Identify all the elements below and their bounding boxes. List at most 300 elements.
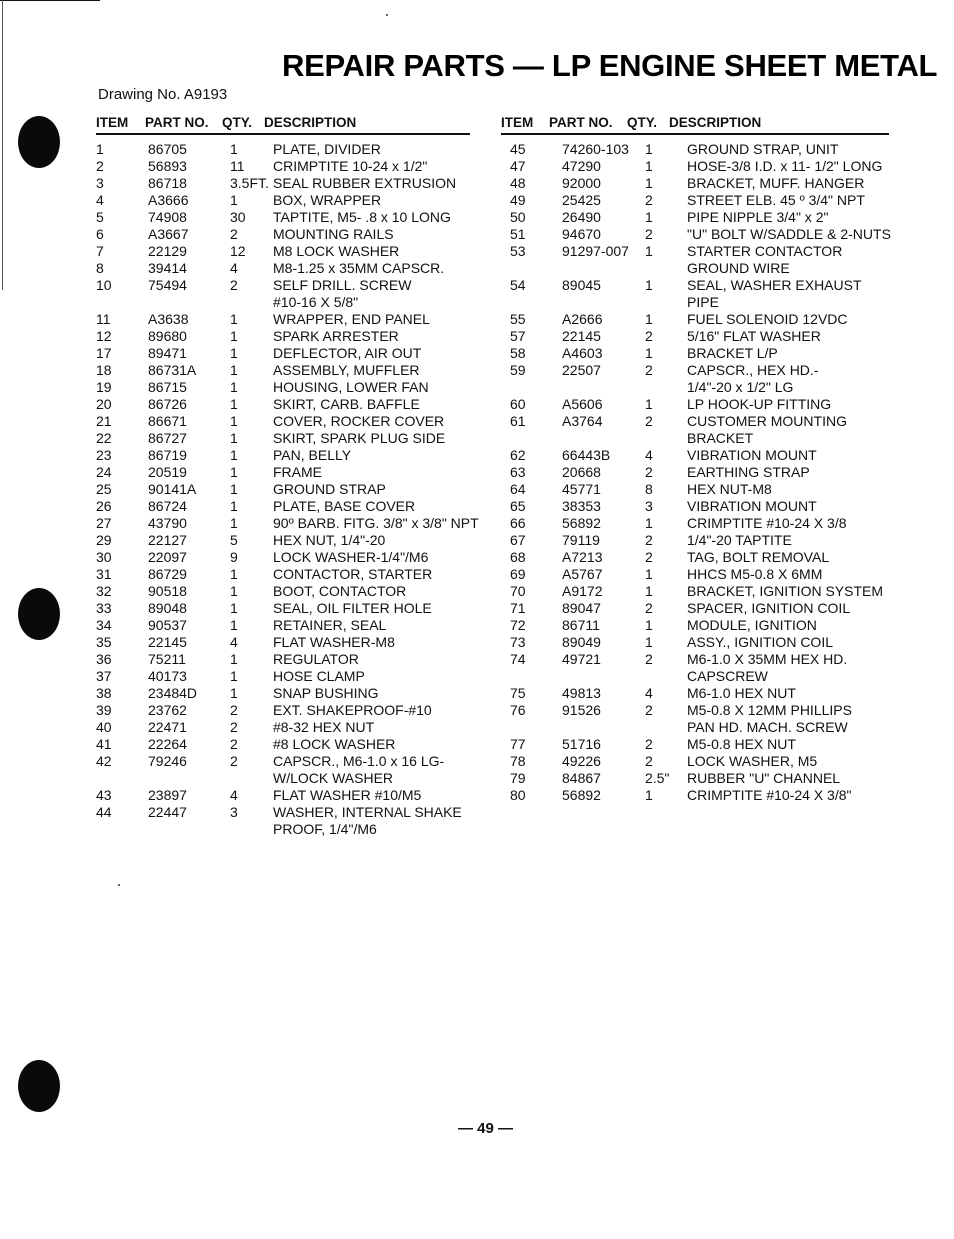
quantity: 1	[230, 362, 238, 378]
item-number: 1	[96, 141, 104, 157]
part-number: A3638	[148, 311, 189, 327]
table-row	[96, 787, 476, 804]
drawing-number: Drawing No. A9193	[98, 86, 228, 103]
description: STARTER CONTACTOR	[687, 243, 843, 259]
part-number: 22447	[148, 804, 187, 820]
description: FUEL SOLENOID 12VDC	[687, 311, 848, 327]
description: SEAL, WASHER EXHAUST	[687, 277, 862, 293]
part-number: 25425	[562, 192, 601, 208]
table-row	[96, 651, 476, 668]
table-row	[96, 277, 476, 294]
quantity: 1	[230, 192, 238, 208]
table-row	[96, 566, 476, 583]
table-row	[96, 328, 476, 345]
quantity: 1	[645, 243, 653, 259]
part-number: 90518	[148, 583, 187, 599]
description: CRIMPTITE #10-24 X 3/8	[687, 515, 847, 531]
table-row	[501, 685, 901, 702]
quantity: 2	[645, 651, 653, 667]
item-number: 35	[96, 634, 112, 650]
binder-hole-top	[18, 116, 60, 168]
item-number: 58	[510, 345, 526, 361]
item-number: 39	[96, 702, 112, 718]
table-row	[96, 702, 476, 719]
table-row	[96, 260, 476, 277]
part-number: 74908	[148, 209, 187, 225]
description: GROUND STRAP	[273, 481, 386, 497]
item-number: 79	[510, 770, 526, 786]
table-row	[96, 430, 476, 447]
table-row	[501, 226, 901, 243]
description: HEX NUT, 1/4"-20	[273, 532, 386, 548]
quantity: 1	[230, 396, 238, 412]
description: RUBBER "U" CHANNEL	[687, 770, 841, 786]
description: 5/16" FLAT WASHER	[687, 328, 821, 344]
item-number: 62	[510, 447, 526, 463]
item-number: 66	[510, 515, 526, 531]
item-number: 45	[510, 141, 526, 157]
part-number: 22471	[148, 719, 187, 735]
table-row	[501, 617, 901, 634]
header-part-no: PART NO.	[145, 115, 209, 130]
table-row	[96, 345, 476, 362]
item-number: 2	[96, 158, 104, 174]
part-number: 84867	[562, 770, 601, 786]
table-row	[501, 787, 901, 804]
quantity: 4	[230, 260, 238, 276]
header-part-no: PART NO.	[549, 115, 613, 130]
item-number: 5	[96, 209, 104, 225]
item-number: 64	[510, 481, 526, 497]
item-number: 69	[510, 566, 526, 582]
table-row	[501, 260, 901, 277]
table-row	[501, 175, 901, 192]
part-number: 91297-007	[562, 243, 629, 259]
description: SKIRT, SPARK PLUG SIDE	[273, 430, 446, 446]
table-row	[96, 311, 476, 328]
part-number: 86715	[148, 379, 187, 395]
description: PAN HD. MACH. SCREW	[687, 719, 848, 735]
part-number: 49721	[562, 651, 601, 667]
description: M5-0.8 HEX NUT	[687, 736, 796, 752]
part-number: 89049	[562, 634, 601, 650]
item-number: 74	[510, 651, 526, 667]
table-row	[501, 192, 901, 209]
table-row	[96, 362, 476, 379]
table-row	[501, 243, 901, 260]
quantity: 1	[230, 600, 238, 616]
item-number: 4	[96, 192, 104, 208]
table-row	[501, 277, 901, 294]
part-number: 56892	[562, 515, 601, 531]
item-number: 18	[96, 362, 112, 378]
part-number: 86718	[148, 175, 187, 191]
description: PLATE, BASE COVER	[273, 498, 416, 514]
item-number: 20	[96, 396, 112, 412]
item-number: 10	[96, 277, 112, 293]
description: PIPE	[687, 294, 719, 310]
item-number: 3	[96, 175, 104, 191]
item-number: 42	[96, 753, 112, 769]
quantity: 2	[645, 549, 653, 565]
description: PLATE, DIVIDER	[273, 141, 381, 157]
part-number: 89045	[562, 277, 601, 293]
description: ASSEMBLY, MUFFLER	[273, 362, 420, 378]
description: WRAPPER, END PANEL	[273, 311, 430, 327]
item-number: 7	[96, 243, 104, 259]
description: TAPTITE, M5- .8 x 10 LONG	[273, 209, 451, 225]
quantity: 2	[645, 464, 653, 480]
quantity: 1	[645, 345, 653, 361]
table-row	[96, 804, 476, 821]
description: BRACKET, MUFF. HANGER	[687, 175, 865, 191]
table-row	[501, 158, 901, 175]
part-number: A5767	[562, 566, 603, 582]
table-row	[96, 685, 476, 702]
description: BRACKET	[687, 430, 754, 446]
part-number: 45771	[562, 481, 601, 497]
part-number: 89471	[148, 345, 187, 361]
part-number: 75211	[148, 651, 186, 667]
part-number: 49813	[562, 685, 601, 701]
part-number: 56893	[148, 158, 187, 174]
table-row	[501, 515, 901, 532]
table-row	[96, 549, 476, 566]
part-number: A2666	[562, 311, 603, 327]
table-row	[501, 651, 901, 668]
item-number: 80	[510, 787, 526, 803]
description: TAG, BOLT REMOVAL	[687, 549, 830, 565]
part-number: 86719	[148, 447, 187, 463]
quantity: 2	[645, 328, 653, 344]
description: M8 LOCK WASHER	[273, 243, 400, 259]
quantity: 1	[230, 668, 238, 684]
item-number: 65	[510, 498, 526, 514]
scan-edge-line	[2, 0, 3, 290]
binder-hole-middle	[18, 588, 60, 640]
part-number: 89048	[148, 600, 187, 616]
part-number: 89047	[562, 600, 601, 616]
quantity: 1	[230, 651, 238, 667]
description: M8-1.25 x 35MM CAPSCR.	[273, 260, 445, 276]
quantity: 1	[230, 583, 238, 599]
table-row	[96, 481, 476, 498]
description: SEAL RUBBER EXTRUSION	[273, 175, 457, 191]
quantity: 1	[645, 566, 653, 582]
page-number: — 49 —	[458, 1120, 514, 1137]
table-row	[96, 583, 476, 600]
quantity: 3	[230, 804, 238, 820]
part-number: 86705	[148, 141, 187, 157]
item-number: 67	[510, 532, 526, 548]
table-row	[96, 464, 476, 481]
item-number: 61	[510, 413, 526, 429]
description: BOOT, CONTACTOR	[273, 583, 407, 599]
quantity: 1	[230, 430, 238, 446]
item-number: 34	[96, 617, 112, 633]
quantity: 2	[230, 753, 238, 769]
quantity: 1	[645, 209, 653, 225]
table-row	[96, 498, 476, 515]
header-description: DESCRIPTION	[669, 115, 762, 130]
quantity: 2	[645, 362, 653, 378]
item-number: 73	[510, 634, 526, 650]
part-number: 22264	[148, 736, 187, 752]
quantity: 2	[645, 600, 653, 616]
part-number: A3764	[562, 413, 603, 429]
part-number: 22145	[148, 634, 187, 650]
description: HOSE CLAMP	[273, 668, 365, 684]
description: COVER, ROCKER COVER	[273, 413, 445, 429]
description: REGULATOR	[273, 651, 359, 667]
quantity: 2	[645, 753, 653, 769]
part-number: 22145	[562, 328, 601, 344]
table-row	[501, 141, 901, 158]
item-number: 11	[96, 311, 111, 327]
description: #8-32 HEX NUT	[273, 719, 375, 735]
scan-speck	[118, 884, 120, 886]
part-number: 40173	[148, 668, 187, 684]
item-number: 30	[96, 549, 112, 565]
header-qty: QTY.	[627, 115, 658, 130]
item-number: 27	[96, 515, 112, 531]
description: SKIRT, CARB. BAFFLE	[273, 396, 420, 412]
quantity: 5	[230, 532, 238, 548]
quantity: 1	[230, 328, 238, 344]
item-number: 37	[96, 668, 112, 684]
table-row	[501, 566, 901, 583]
part-number: 23484D	[148, 685, 198, 701]
part-number: 22129	[148, 243, 187, 259]
top-border-rule	[0, 0, 100, 1]
quantity: 2	[645, 413, 653, 429]
quantity: 1	[645, 175, 653, 191]
table-row	[96, 821, 476, 838]
table-row	[501, 396, 901, 413]
table-row	[501, 328, 901, 345]
part-number: 86724	[148, 498, 187, 514]
description: FRAME	[273, 464, 322, 480]
item-number: 21	[96, 413, 112, 429]
table-row	[501, 702, 901, 719]
quantity: 2	[645, 192, 653, 208]
description: ASSY., IGNITION COIL	[687, 634, 834, 650]
item-number: 40	[96, 719, 112, 735]
item-number: 78	[510, 753, 526, 769]
table-row	[501, 430, 901, 447]
item-number: 17	[96, 345, 112, 361]
description: SEAL, OIL FILTER HOLE	[273, 600, 432, 616]
table-row	[96, 634, 476, 651]
table-row	[501, 481, 901, 498]
description: 1/4"-20 x 1/2" LG	[687, 379, 794, 395]
quantity: 4	[230, 634, 238, 650]
part-number: 43790	[148, 515, 187, 531]
quantity: 30	[230, 209, 246, 225]
quantity: 1	[645, 158, 653, 174]
quantity: 1	[230, 311, 238, 327]
table-row	[96, 753, 476, 770]
item-number: 44	[96, 804, 112, 820]
part-number: 23897	[148, 787, 187, 803]
description: M5-0.8 X 12MM PHILLIPS	[687, 702, 852, 718]
quantity: 1	[230, 379, 238, 395]
item-number: 19	[96, 379, 112, 395]
table-row	[96, 175, 476, 192]
part-number: A3667	[148, 226, 189, 242]
item-number: 75	[510, 685, 526, 701]
part-number: A3666	[148, 192, 189, 208]
description: HHCS M5-0.8 X 6MM	[687, 566, 823, 582]
quantity: 1	[230, 447, 238, 463]
part-number: 86726	[148, 396, 187, 412]
quantity: 1	[230, 566, 238, 582]
quantity: 3	[645, 498, 653, 514]
description: VIBRATION MOUNT	[687, 498, 817, 514]
item-number: 22	[96, 430, 112, 446]
table-row	[96, 379, 476, 396]
item-number: 12	[96, 328, 112, 344]
description: CONTACTOR, STARTER	[273, 566, 433, 582]
description: LOCK WASHER, M5	[687, 753, 818, 769]
description: W/LOCK WASHER	[273, 770, 394, 786]
quantity: 8	[645, 481, 653, 497]
table-row	[96, 668, 476, 685]
part-number: 66443B	[562, 447, 611, 463]
description: MOUNTING RAILS	[273, 226, 394, 242]
item-number: 50	[510, 209, 526, 225]
item-number: 53	[510, 243, 526, 259]
description: CAPSCREW	[687, 668, 768, 684]
table-row	[96, 532, 476, 549]
table-row	[96, 396, 476, 413]
item-number: 25	[96, 481, 112, 497]
part-number: 39414	[148, 260, 187, 276]
quantity: 1	[230, 464, 238, 480]
description: FLAT WASHER #10/M5	[273, 787, 422, 803]
item-number: 6	[96, 226, 104, 242]
table-row	[501, 668, 901, 685]
description: WASHER, INTERNAL SHAKE	[273, 804, 462, 820]
item-number: 48	[510, 175, 526, 191]
part-number: A4603	[562, 345, 603, 361]
quantity: 3.5FT.	[230, 175, 269, 191]
description: CUSTOMER MOUNTING	[687, 413, 847, 429]
quantity: 1	[645, 787, 653, 803]
item-number: 72	[510, 617, 526, 633]
quantity: 1	[645, 515, 653, 531]
quantity: 2	[645, 702, 653, 718]
description: BRACKET L/P	[687, 345, 778, 361]
quantity: 1	[645, 311, 653, 327]
table-row	[96, 515, 479, 532]
table-row	[501, 719, 901, 736]
description: GROUND STRAP, UNIT	[687, 141, 839, 157]
description: SPARK ARRESTER	[273, 328, 399, 344]
description: PAN, BELLY	[273, 447, 352, 463]
quantity: 9	[230, 549, 238, 565]
description: MODULE, IGNITION	[687, 617, 817, 633]
part-number: 51716	[562, 736, 601, 752]
quantity: 2	[645, 736, 653, 752]
header-item: ITEM	[96, 115, 129, 130]
table-row	[96, 192, 476, 209]
quantity: 1	[645, 141, 653, 157]
description: BRACKET, IGNITION SYSTEM	[687, 583, 884, 599]
header-qty: QTY.	[222, 115, 253, 130]
description: M6-1.0 X 35MM HEX HD.	[687, 651, 848, 667]
item-number: 68	[510, 549, 526, 565]
table-row	[96, 141, 476, 158]
table-row	[501, 498, 901, 515]
quantity: 2	[230, 702, 238, 718]
quantity: 2.5"	[645, 770, 670, 786]
item-number: 32	[96, 583, 112, 599]
part-number: A5606	[562, 396, 603, 412]
table-row	[501, 464, 901, 481]
quantity: 4	[645, 685, 653, 701]
description: LOCK WASHER-1/4"/M6	[273, 549, 429, 565]
binder-hole-bottom	[18, 1060, 60, 1112]
quantity: 2	[230, 277, 238, 293]
item-number: 8	[96, 260, 104, 276]
description: HOSE-3/8 I.D. x 11- 1/2" LONG	[687, 158, 883, 174]
quantity: 1	[645, 396, 653, 412]
table-row	[501, 634, 901, 651]
description: EXT. SHAKEPROOF-#10	[273, 702, 432, 718]
part-number: 75494	[148, 277, 187, 293]
part-number: 90141A	[148, 481, 197, 497]
quantity: 4	[645, 447, 653, 463]
table-row	[501, 549, 901, 566]
description: EARTHING STRAP	[687, 464, 810, 480]
part-number: 26490	[562, 209, 601, 225]
table-row	[501, 753, 901, 770]
table-row	[96, 243, 476, 260]
description: LP HOOK-UP FITTING	[687, 396, 832, 412]
left-parts-table	[96, 141, 479, 838]
part-number: 86727	[148, 430, 187, 446]
description: RETAINER, SEAL	[273, 617, 387, 633]
table-row	[501, 362, 901, 379]
table-row	[96, 226, 476, 243]
description: DEFLECTOR, AIR OUT	[273, 345, 422, 361]
part-number: 94670	[562, 226, 601, 242]
description: BOX, WRAPPER	[273, 192, 382, 208]
description: CAPSCR., M6-1.0 x 16 LG-	[273, 753, 445, 769]
part-number: 86711	[562, 617, 600, 633]
part-number: 86671	[148, 413, 187, 429]
part-number: 86731A	[148, 362, 197, 378]
header-description: DESCRIPTION	[264, 115, 357, 130]
table-row	[501, 311, 901, 328]
part-number: 49226	[562, 753, 601, 769]
quantity: 12	[230, 243, 246, 259]
item-number: 29	[96, 532, 112, 548]
table-row	[96, 413, 476, 430]
description: 1/4"-20 TAPTITE	[687, 532, 792, 548]
quantity: 2	[645, 532, 653, 548]
description: PIPE NIPPLE 3/4" x 2"	[687, 209, 829, 225]
table-row	[501, 600, 901, 617]
description: HEX NUT-M8	[687, 481, 772, 497]
quantity: 1	[230, 141, 238, 157]
item-number: 36	[96, 651, 112, 667]
description: FLAT WASHER-M8	[273, 634, 395, 650]
item-number: 43	[96, 787, 112, 803]
part-number: A9172	[562, 583, 603, 599]
item-number: 24	[96, 464, 112, 480]
